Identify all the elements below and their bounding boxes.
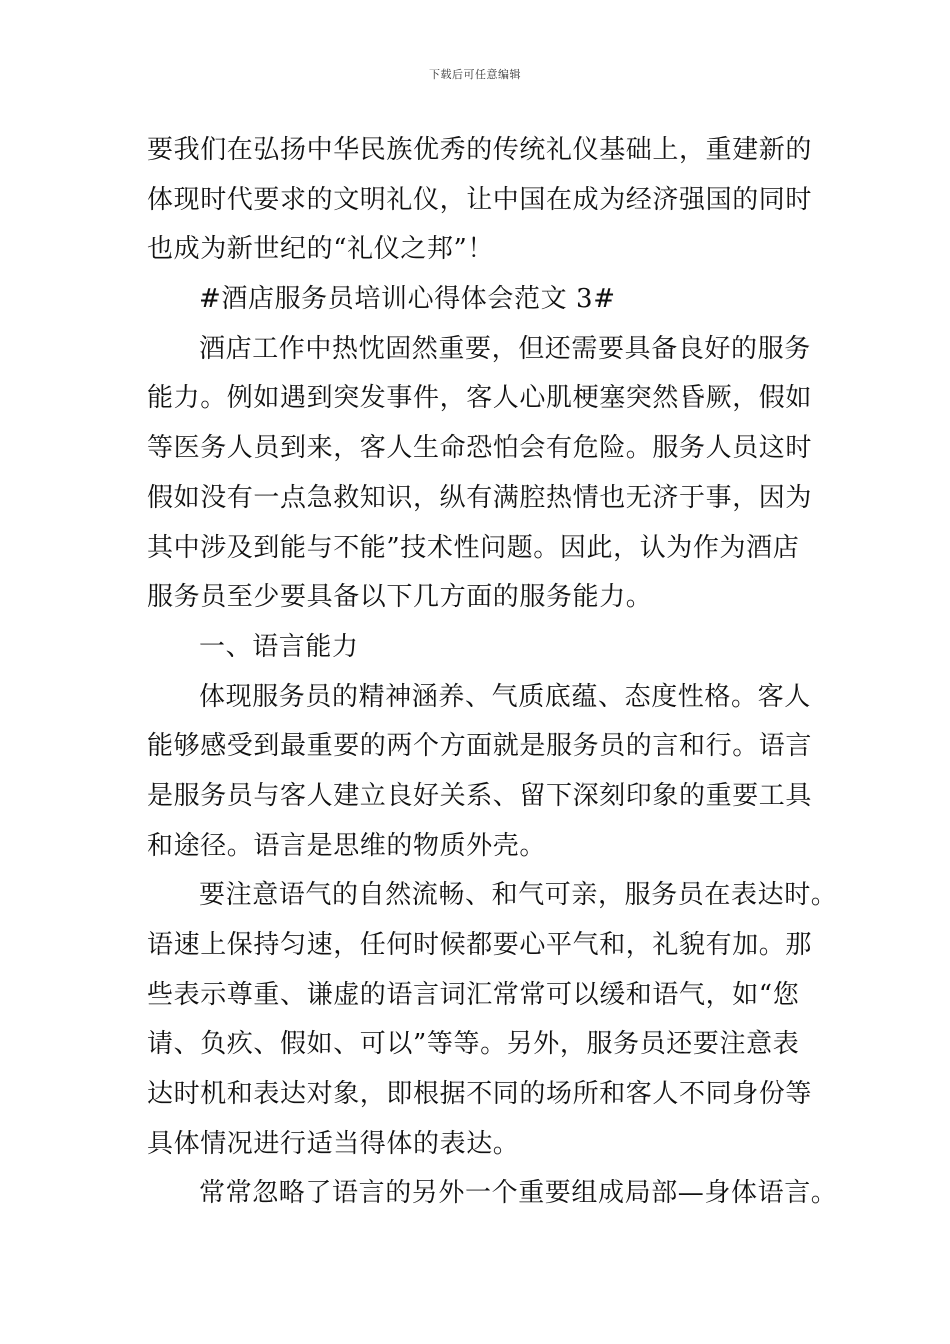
text-line: 能够感受到最重要的两个方面就是服务员的言和行。语言 (147, 731, 813, 762)
body-text (147, 126, 837, 1219)
text-line: 和途径。语言是思维的物质外壳。 (147, 830, 547, 861)
text-line: 体现服务员的精神涵养、气质底蕴、态度性格。客人 (199, 681, 811, 712)
text-line: 语速上保持匀速，任何时候都要心平气和，礼貌有加。那 (147, 930, 813, 960)
text-line: 酒店工作中热忱固然重要，但还需要具备良好的服务 (199, 333, 811, 364)
text-line: 些表示尊重、谦虚的语言词汇常常可以缓和语气，如“您 (147, 979, 800, 1010)
text-line: 常常忽略了语言的另外一个重要组成局部—身体语言。 (199, 1178, 838, 1209)
subsection-heading: 一、语言能力 (199, 631, 359, 662)
text-line: 达时机和表达对象，即根据不同的场所和客人不同身份等 (147, 1079, 813, 1110)
section-heading: #酒店服务员培训心得体会范文 3# (199, 284, 616, 315)
text-line: 体现时代要求的文明礼仪，让中国在成为经济强国的同时 (147, 184, 813, 215)
text-line: 要我们在弘扬中华民族优秀的传统礼仪基础上，重建新的 (147, 135, 813, 165)
text-line: 服务员至少要具备以下几方面的服务能力。 (147, 582, 653, 613)
text-line: 等医务人员到来，客人生命恐怕会有危险。服务人员这时 (147, 433, 813, 464)
text-line: 是服务员与客人建立良好关系、留下深刻印象的重要工具 (147, 780, 813, 811)
text-line: 也成为新世纪的“礼仪之邦”！ (147, 234, 494, 265)
text-line: 请、负疚、假如、可以”等等。另外，服务员还要注意表 (147, 1029, 800, 1060)
page-header: 下载后可任意编辑 (429, 68, 521, 81)
text-line: 能力。例如遇到突发事件，客人心肌梗塞突然昏厥，假如 (147, 383, 813, 414)
text-line: 要注意语气的自然流畅、和气可亲，服务员在表达时。 (199, 880, 838, 911)
text-line: 具体情况进行适当得体的表达。 (147, 1128, 520, 1159)
text-line: 其中涉及到能与不能”技术性问题。因此，认为作为酒店 (147, 532, 800, 563)
text-line: 假如没有一点急救知识，纵有满腔热情也无济于事，因为 (147, 482, 813, 513)
